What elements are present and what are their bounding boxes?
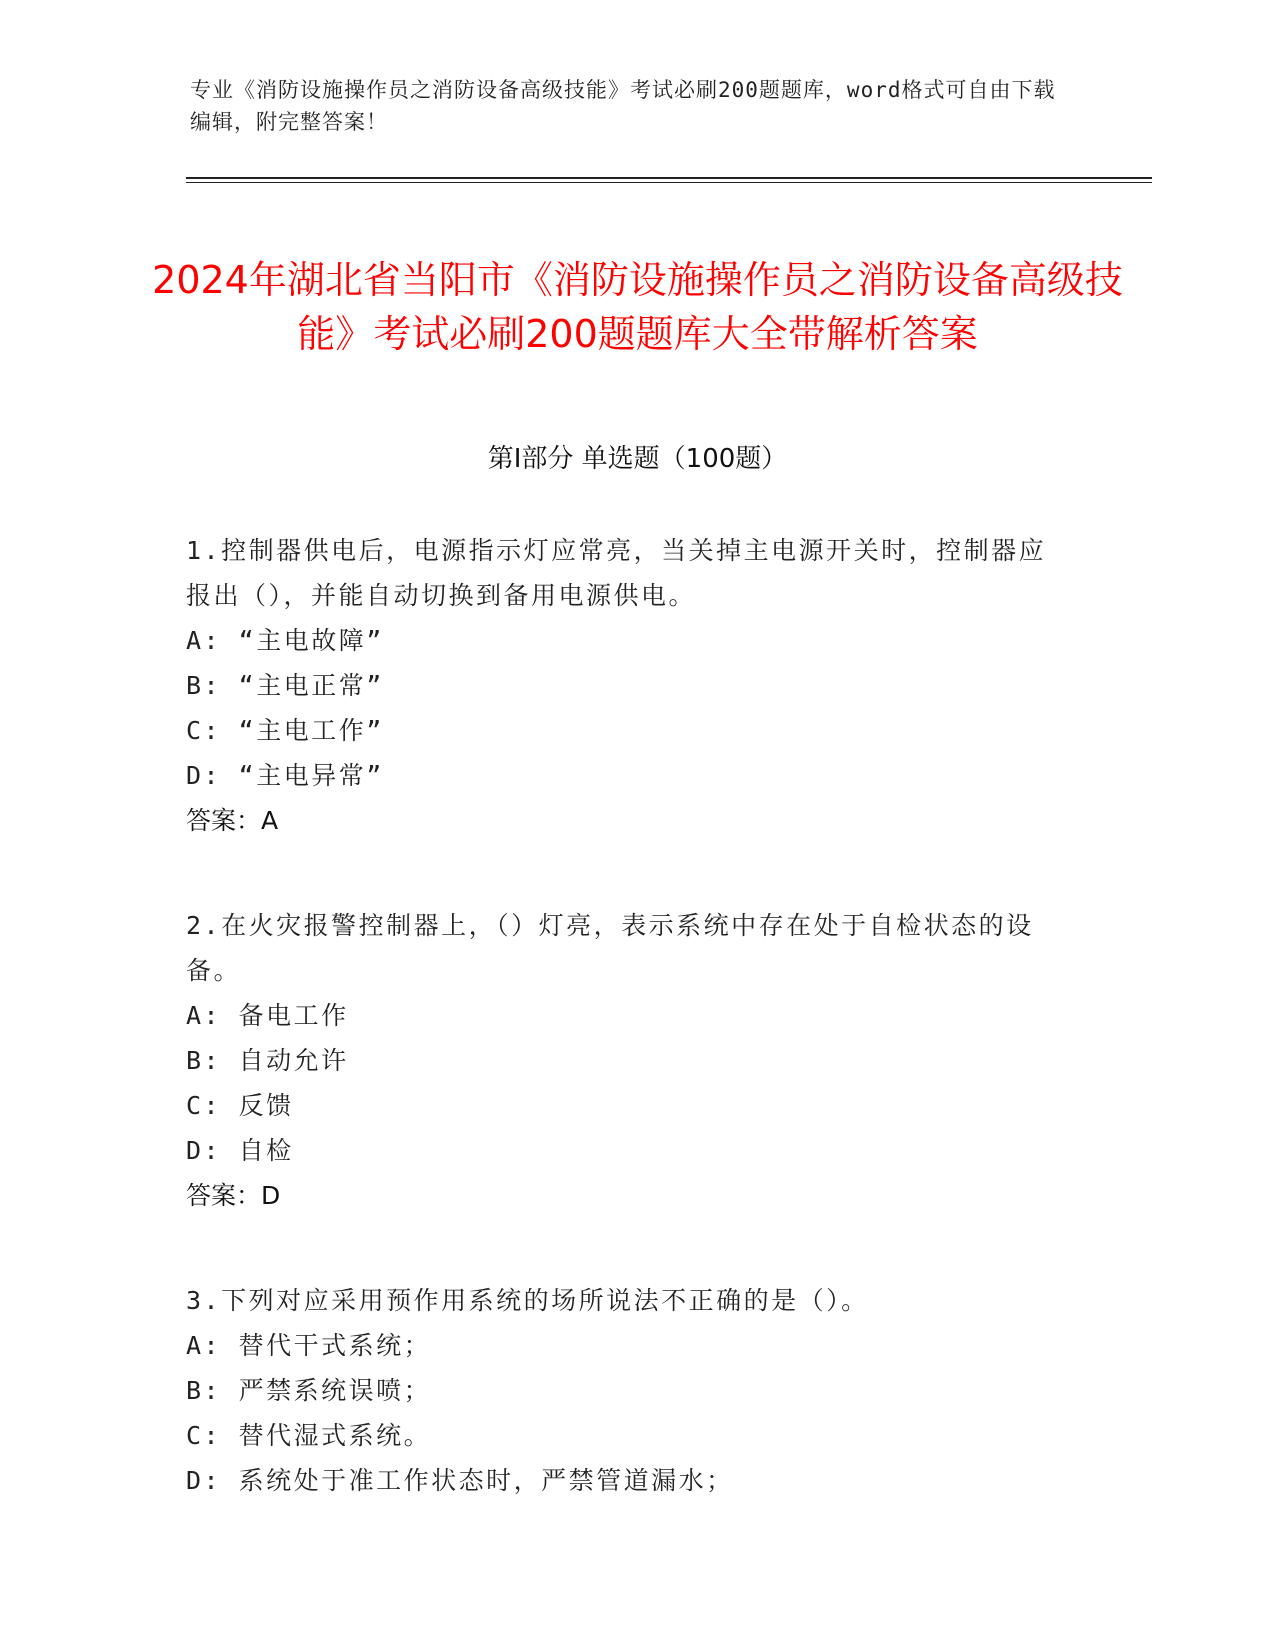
section-title: 第Ⅰ部分 单选题（100题） [487, 444, 788, 474]
option-c: C: 替代湿式系统。 [186, 1421, 432, 1450]
option-d: D: “主电异常” [186, 761, 384, 790]
question-list [186, 528, 1066, 1563]
header-divider-thick [186, 177, 1152, 179]
option-d: D: 自检 [186, 1136, 294, 1165]
option-b: B: 严禁系统误喷； [186, 1376, 432, 1405]
answer: 答案：D [186, 1181, 281, 1210]
option-b: B: 自动允许 [186, 1046, 349, 1075]
question-2 [186, 903, 1066, 1218]
option-a: A: 替代干式系统； [186, 1331, 432, 1360]
question-stem: 1.控制器供电后，电源指示灯应常亮，当关掉主电源开关时，控制器应报出（），并能自动切换到备用电源供电。 [186, 536, 1047, 610]
option-d: D: 系统处于准工作状态时，严禁管道漏水； [186, 1466, 734, 1495]
document-title: 2024年湖北省当阳市《消防设施操作员之消防设备高级技能》考试必刷200题题库大全带解析答案 [152, 258, 1123, 357]
option-a: A: “主电故障” [186, 626, 384, 655]
header-divider-thin [186, 182, 1152, 183]
question-3 [186, 1278, 1066, 1503]
option-c: C: 反馈 [186, 1091, 294, 1120]
question-1 [186, 528, 1066, 843]
question-stem: 3.下列对应采用预作用系统的场所说法不正确的是（）。 [186, 1286, 869, 1315]
header-note: 专业《消防设施操作员之消防设备高级技能》考试必刷200题题库，word格式可自由下载编辑，附完整答案！ [190, 78, 1056, 134]
option-b: B: “主电正常” [186, 671, 384, 700]
option-a: A: 备电工作 [186, 1001, 349, 1030]
answer: 答案：A [186, 806, 279, 835]
option-c: C: “主电工作” [186, 716, 384, 745]
question-stem: 2.在火灾报警控制器上，（）灯亮，表示系统中存在处于自检状态的设备。 [186, 911, 1034, 985]
